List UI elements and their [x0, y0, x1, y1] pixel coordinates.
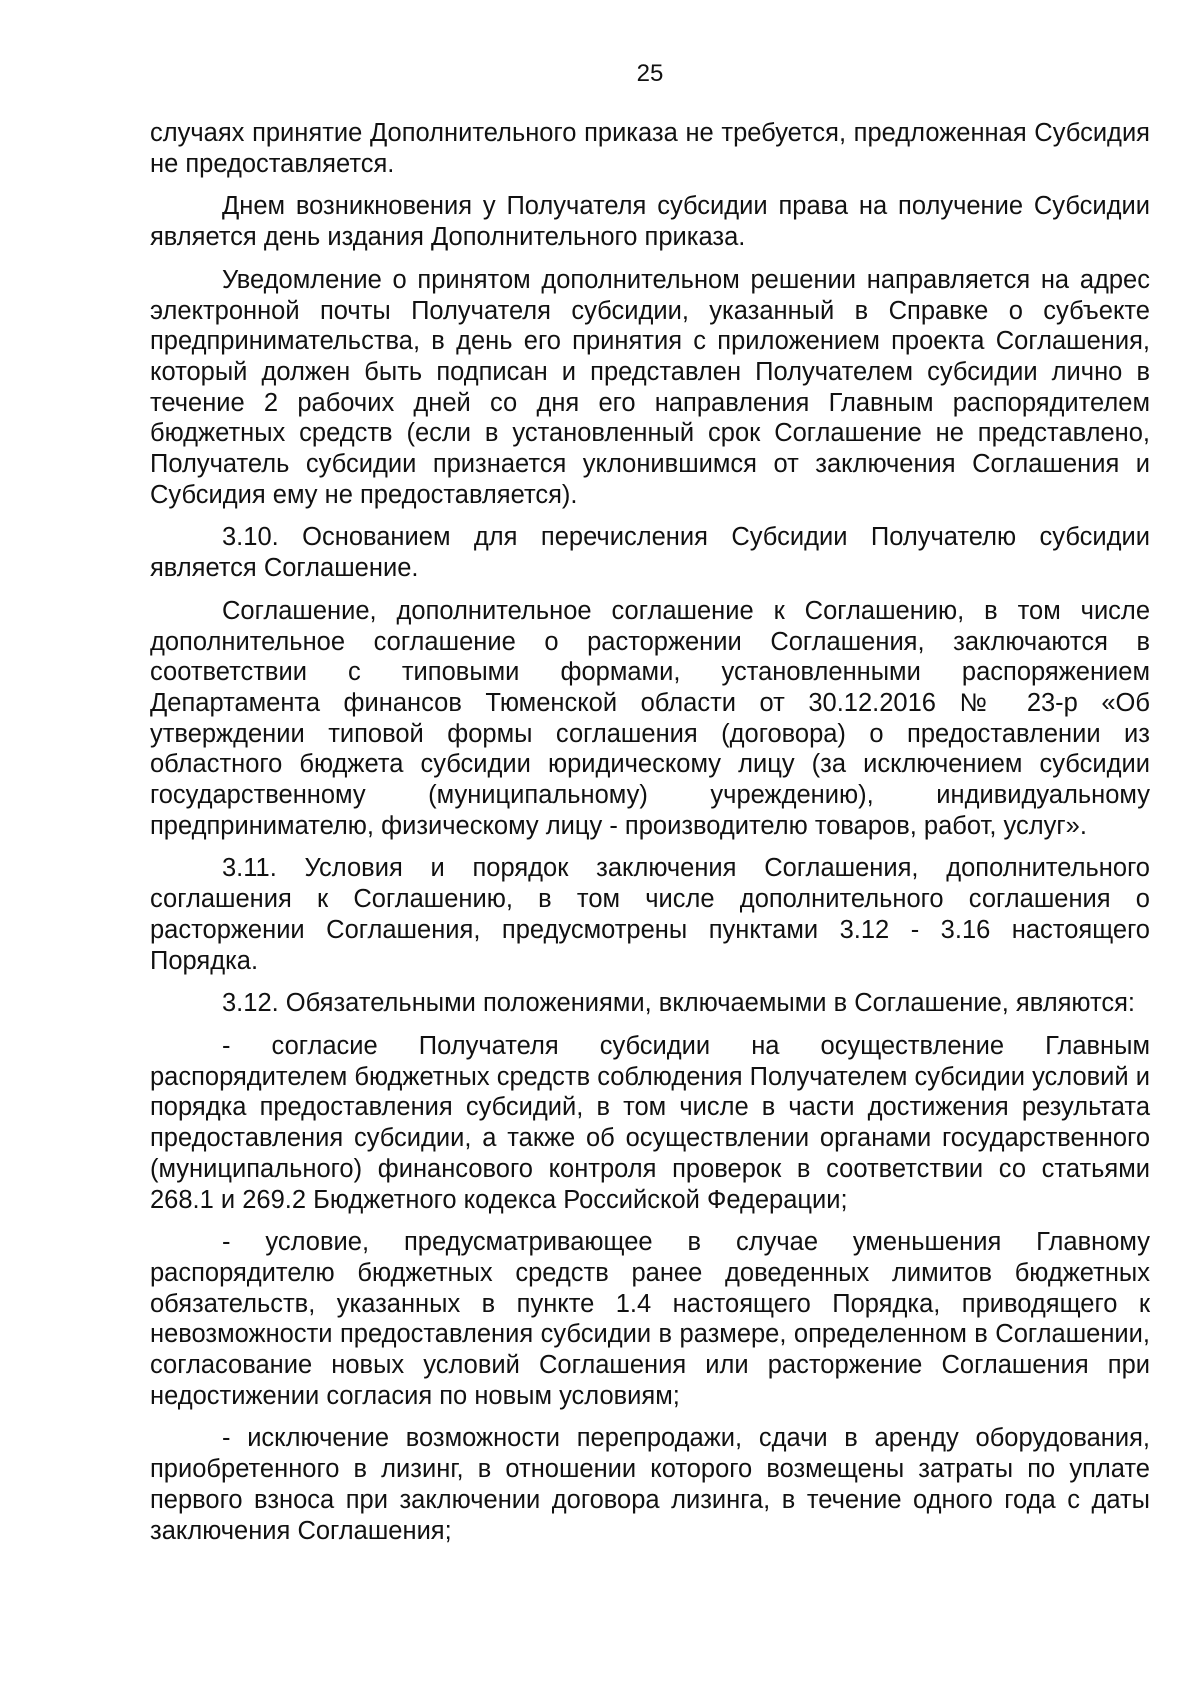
paragraph-3-12: 3.12. Обязательными положениями, включаемыми в Соглашение, являются: — [222, 989, 1135, 1018]
list-item-limits-condition: - условие, предусматривающее в случае уменьшения Главному распорядителю бюджетных средств ранее доведенных лимитов бюджетных обязательств, указанных в пункте 1.4 настоящего Порядка, приводящего к невозможности предоставления субсидии в размере, определенном в Соглашении, согласование новых условий Соглашения или расторжение Соглашения при недостижении согласия по новым условиям; — [150, 1228, 1150, 1410]
document-body — [150, 118, 1150, 1558]
page-number: 25 — [636, 60, 664, 87]
paragraph-notification: Уведомление о принятом дополнительном решении направляется на адрес электронной почты Получателя субсидии, указанный в Справке о субъекте предпринимательства, в день его принятия с приложением проекта Соглашения, который должен быть подписан и представлен Получателем субсидии лично в течение 2 рабочих дней со дня его направления Главным распорядителем бюджетных средств (если в установленный срок Соглашение не представлено, Получатель субсидии признается уклонившимся от заключения Соглашения и Субсидия ему не предоставляется). — [150, 265, 1150, 509]
paragraph-continuation: случаях принятие Дополнительного приказа не требуется, предложенная Субсидия не предоставляется. — [150, 119, 1150, 178]
list-item-consent: - согласие Получателя субсидии на осуществление Главным распорядителем бюджетных средств соблюдения Получателем субсидии условий и порядка предоставления субсидий, в том числе в части достижения результата предоставления субсидии, а также об осуществлении органами государственного (муниципального) финансового контроля проверок в соответствии со статьями 268.1 и 269.2 Бюджетного кодекса Российской Федерации; — [150, 1031, 1150, 1214]
list-item-resale-exclusion: - исключение возможности перепродажи, сдачи в аренду оборудования, приобретенного в лизинг, в отношении которого возмещены затраты по уплате первого взноса при заключении договора лизинга, в течение одного года с даты заключения Соглашения; — [150, 1424, 1150, 1545]
paragraph-right-day: Днем возникновения у Получателя субсидии права на получение Субсидии является день издания Дополнительного приказа. — [150, 192, 1150, 252]
paragraph-3-10: 3.10. Основанием для перечисления Субсидии Получателю субсидии является Соглашение. — [150, 523, 1150, 583]
paragraph-agreement-forms: Соглашение, дополнительное соглашение к Соглашению, в том числе дополнительное соглашение о расторжении Соглашения, заключаются в соответствии с типовыми формами, установленными распоряжением Департамента финансов Тюменской области от 30.12.2016 № 23-р «Об утверждении типовой формы соглашения (договора) о предоставлении из областного бюджета субсидии юридическому лицу (за исключением субсидии государственному (муниципальному) учреждению), индивидуальному предпринимателю, физическому лицу - производителю товаров, работ, услуг». — [150, 596, 1150, 840]
paragraph-3-11: 3.11. Условия и порядок заключения Соглашения, дополнительного соглашения к Соглашению, в том числе дополнительного соглашения о расторжении Соглашения, предусмотрены пунктами 3.12 - 3.16 настоящего Порядка. — [150, 854, 1150, 975]
